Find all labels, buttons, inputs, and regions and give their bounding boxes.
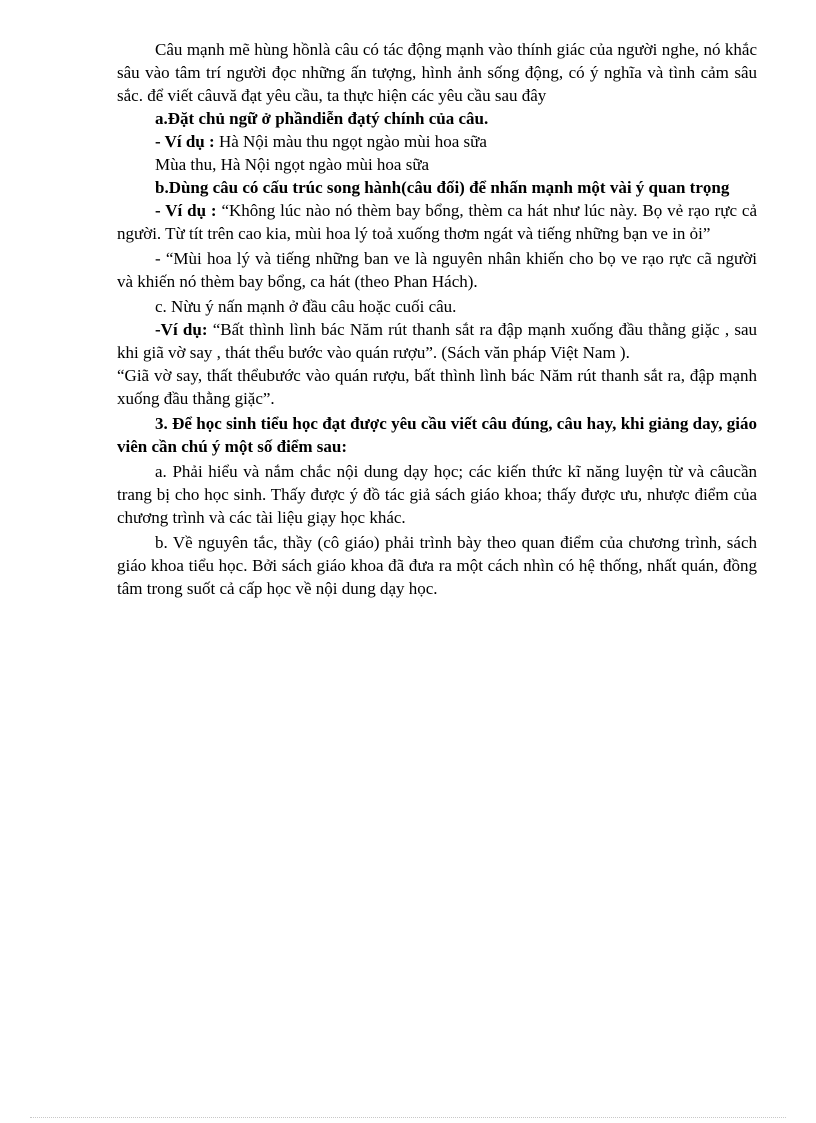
example-rewrite-2: - “Mùi hoa lý và tiếng những ban ve là nguyên nhân khiến cho bọ ve rạo rực cã người và khiến nó thèm bay bổng, ca hát (theo Phan Hách). bbox=[117, 249, 757, 291]
example-rewrite-3: “Giã vờ say, thất thểubước vào quán rượu, bất thình lình bác Năm rút thanh sắt ra, đập mạnh xuống đầu thằng giặc”. bbox=[117, 366, 757, 408]
example-rewrite-1: Mùa thu, Hà Nội ngọt ngào mùi hoa sữa bbox=[155, 155, 430, 174]
document-page bbox=[117, 38, 757, 600]
point-a-paragraph: a. Phải hiểu và nắm chắc nội dung dạy học; các kiến thức kĩ năng luyện từ và câucần trang bị cho học sinh. Thấy được ý đồ tác giả sách giáo khoa; thấy được ưu, nhược điểm của chương trình và các tài liệu giạy học khác. bbox=[117, 462, 757, 527]
example-label: - Ví dụ : bbox=[155, 201, 217, 220]
heading-b: b.Dùng câu có cấu trúc song hành(câu đối) để nhấn mạnh một vài ý quan trọng bbox=[155, 178, 730, 197]
page-bottom-divider bbox=[30, 1117, 786, 1118]
example-text: “Không lúc nào nó thèm bay bổng, thèm ca hát như lúc này. Bọ vẻ rạo rực cả người. Từ tít trên cao kia, mùi hoa lý toả xuống thơm ngát và tiếng những bạn ve in ỏi” bbox=[117, 201, 757, 243]
point-b-paragraph: b. Về nguyên tắc, thầy (cô giáo) phải trình bày theo quan điểm của chương trình, sách giáo khoa tiểu học. Bởi sách giáo khoa đã đưa ra một cách nhìn có hệ thống, nhất quán, đồng tâm trong suốt cả cấp học về nội dung dạy học. bbox=[117, 533, 757, 598]
example-label: -Ví dụ: bbox=[155, 320, 208, 339]
example-text: Hà Nội màu thu ngọt ngào mùi hoa sữa bbox=[214, 132, 487, 151]
intro-paragraph: Câu mạnh mẽ hùng hồnlà câu có tác động mạnh vào thính giác của người nghe, nó khắc sâu vào tâm trí người đọc những ấn tượng, hình ảnh sống động, có ý nghĩa và tình cảm sâu sắc. để viết câuvă đạt yêu cầu, ta thực hiện các yêu cầu sau đây bbox=[117, 40, 757, 105]
heading-3: 3. Để học sinh tiểu học đạt được yêu cầu viết câu đúng, câu hay, khi giảng day, giáo viên cần chú ý một số điểm sau: bbox=[117, 414, 757, 456]
example-paragraph-3 bbox=[117, 318, 757, 364]
example-paragraph-1 bbox=[117, 130, 757, 153]
heading-c: c. Nừu ý nấn mạnh ở đầu câu hoặc cuối câu. bbox=[155, 297, 457, 316]
example-label: - Ví dụ : bbox=[155, 132, 215, 151]
heading-a: a.Đặt chủ ngữ ở phầndiễn đạtý chính của câu. bbox=[155, 109, 489, 128]
example-paragraph-2 bbox=[117, 199, 757, 245]
example-text: “Bất thình lình bác Năm rút thanh sắt ra đập mạnh xuống đầu thằng giặc , sau khi giã vờ say , thát thểu bước vào quán rượu”. (Sách văn pháp Việt Nam ). bbox=[117, 320, 757, 362]
